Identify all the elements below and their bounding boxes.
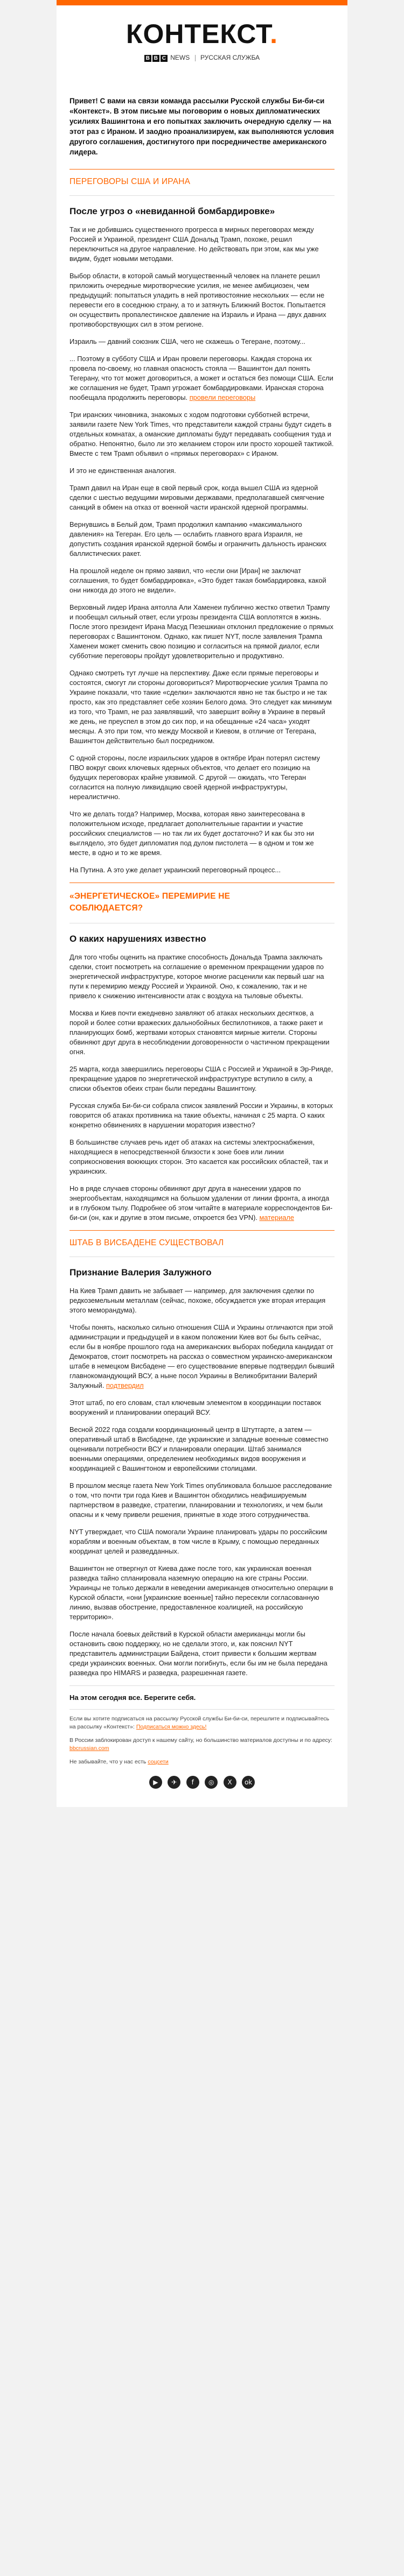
paragraph: Москва и Киев почти ежедневно заявляют об атаках нескольких десятков, а порой и более сотни вражеских дальнобойных беспилотников, а также ракет и планирующих бомб, жертвами которых становятся мирные жители. Стороны обвиняют друг друга в несоблюдении договоренности о частичном прекращении огня. bbox=[69, 1009, 330, 1056]
x-icon[interactable]: X bbox=[224, 1776, 236, 1789]
kontekst-logo[interactable]: КОНТЕКСТ. bbox=[126, 19, 278, 49]
subscribe-link[interactable]: Подписаться можно здесь! bbox=[136, 1724, 207, 1730]
paragraph: Так и не добившись существенного прогресса в мирных переговорах между Россией и Украиной, президент США Дональд Трамп, похоже, решил переключиться на другое направление. Но действовать при этом, как мы уже видим, будет новыми методами. bbox=[69, 225, 319, 263]
paragraph: 25 марта, когда завершились переговоры США с Россией и Украиной в Эр-Рияде, прекращение ударов по энергетической инфраструктуре вступило в силу, а списки объектов обеих стран были переданы Вашингтону. bbox=[69, 1065, 333, 1092]
paragraph: На Киев Трамп давить не забывает — например, для заключения сделки по редкоземельным металлам (сейчас, похоже, обсуждается уже вторая итерация этого меморандума). bbox=[69, 1287, 326, 1314]
paragraph: Вернувшись в Белый дом, Трамп продолжил кампанию «максимального давления» на Тегеран. Его цель — ослабить главного врага Израиля, не допустить создания иранской ядерной бомбы и ограничить дальность иранских баллистических ракет. bbox=[69, 520, 326, 557]
paragraph: В большинстве случаев речь идет об атаках на системы электроснабжения, находящиеся в непосредственной близости к зоне боев или линии соприкосновения воюющих сторон. Это касается как российских областей, так и украинских. bbox=[69, 1138, 329, 1175]
paragraph: В прошлом месяце газета New York Times опубликовала большое расследование о том, что почти три года Киев и Вашингтон обходились неафишируемым партнерством в разведке, стратегии, планировании и технологиях, и чем были опасны и к чему привели решения, принятые в ходе этого сотрудничества. bbox=[69, 1481, 332, 1519]
paragraph: Вашингтон не отвергнул от Киева даже после того, как украинская военная разведка тайно спланировала наземную операцию на юге страны России. Украинцы не только держали в неведении американцев относительно операции в Курской области, «они [украинские военные] тайно пересекли согласованную линию, вызвав обострение, предоставленное коалицией, на российскую территорию». bbox=[69, 1564, 333, 1621]
subscribe-note: Если вы хотите подписаться на рассылку Русской службы Би-би-си, перешлите и подписывайтесь на рассылку «Контекст»: Подписаться можно здесь! bbox=[69, 1716, 330, 1730]
blocked-note: В России заблокирован доступ к нашему сайту, но большинство материалов доступны и по адресу: bbcrussian.com bbox=[69, 1737, 332, 1752]
paragraph: Но в ряде случаев стороны обвиняют друг друга в нанесении ударов по энергообъектам, находящимся на большом удалении от линии фронта, а иногда и в глубоком тылу. Подробнее об этом читайте в материале корреспондентов Би-би-си (он, как и другие в этом письме, откроется без VPN). материале bbox=[69, 1184, 333, 1222]
paragraph: Для того чтобы оценить на практике способность Дональда Трампа заключать сделки, стоит посмотреть на соглашение о временном прекращении ударов по энергетической инфраструктуре, которое многие расценили как первый шаг на пути к перемирию между Россией и Украиной. Оно, к сожалению, так и не привело к снижению интенсивности атак с воздуха на тыловые объекты. bbox=[69, 953, 324, 1000]
paragraph: Выбор области, в которой самый могущественный человек на планете решил приложить очередные миротворческие усилия, не менее амбициозен, чем предыдущий: попытаться уладить в ней противостояние нескольких — если не перевести его в соседнюю страну, а то и затянуть Ближний Восток. Попытается он осуществить пропалестинское давление на Израиль и Ирана — двух давних противоборствующих сил в этом регионе. bbox=[69, 272, 326, 328]
email-sheet bbox=[57, 0, 347, 1807]
paragraph: ... Поэтому в субботу США и Иран провели переговоры. Каждая сторона их провела по-своему, но главная опасность стояла — Вашингтон дал понять Тегерану, что тот может договориться, а может и остаться без помощи США. Если же соглашения не будет, Трамп угрожает бомбардировками. Иранская сторона пообещала продолжить переговоры. провели переговоры bbox=[69, 355, 333, 401]
section-divider bbox=[69, 1685, 335, 1686]
youtube-icon[interactable]: ▶ bbox=[149, 1776, 162, 1789]
section-tag-wiesbaden[interactable]: ШТАБ В ВИСБАДЕНЕ СУЩЕСТВОВАЛ bbox=[69, 1238, 224, 1247]
confirmed-link[interactable]: подтвердил bbox=[106, 1381, 144, 1389]
paragraph: И это не единственная аналогия. bbox=[69, 467, 176, 475]
logo-separator bbox=[195, 55, 196, 61]
newsletter-content bbox=[57, 96, 347, 1807]
newsletter-header bbox=[57, 0, 347, 96]
section-divider bbox=[69, 195, 335, 196]
negotiations-link[interactable]: провели переговоры bbox=[189, 393, 256, 401]
socials-link[interactable]: соцсети bbox=[148, 1759, 169, 1765]
facebook-icon[interactable]: f bbox=[186, 1776, 199, 1789]
section-divider bbox=[69, 169, 335, 170]
telegram-icon[interactable]: ✈ bbox=[168, 1776, 180, 1789]
social-icons bbox=[69, 1776, 335, 1789]
material-link[interactable]: материале bbox=[259, 1213, 294, 1222]
paragraph: Три иранских чиновника, знакомых с ходом подготовки субботней встречи, заявили газете New York Times, что представители каждой страны будут сидеть в отдельных комнатах, а оманские дипломаты будут передавать сообщения туда и обратно. Непонятно, было ли это желанием сторон или просто хорошей тактикой. Вместе с тем Трамп объявил о «прямых переговорах» с Ираном. bbox=[69, 411, 334, 457]
socials-note: Не забывайте, что у нас есть соцсети bbox=[69, 1759, 169, 1765]
section-divider bbox=[69, 1709, 335, 1710]
section-tag-iran[interactable]: ПЕРЕГОВОРЫ США И ИРАНА bbox=[69, 177, 191, 186]
bbc-russian-service-logo[interactable] bbox=[57, 54, 347, 62]
paragraph: Русская служба Би-би-си собрала список заявлений России и Украины, в которых говорится об атаках противника на такие объекты, начиная с 25 марта. О каких конкретно обвинениях в нарушении моратория известно? bbox=[69, 1102, 333, 1129]
paragraph: Трамп давил на Иран еще в свой первый срок, когда вышел США из ядерной сделки с шестью ведущими мировыми державами, предполагавшей смягчение санкций в обмен на отказ от военной части иранской ядерной программы. bbox=[69, 484, 325, 511]
paragraph: Весной 2022 года создали координационный центр в Штутгарте, а затем — оперативный штаб в Висбадене, где украинские и западные военные совместно оценивали потребности ВСУ и планировали операции. Штаб занимался военными операциями, определением необходимых видов вооружения и координацией с Вашингтоном и европейскими столицами. bbox=[69, 1425, 329, 1472]
section-title-zaluzhny: Признание Валерия Залужного bbox=[69, 1267, 212, 1278]
section-title-violations: О каких нарушениях известно bbox=[69, 934, 206, 944]
bbc-logo-icon: B B C bbox=[144, 54, 169, 62]
paragraph: После начала боевых действий в Курской области американцы могли бы остановить свою поддержку, но не сделали этого, и, как пояснил NYT представитель администрации Байдена, стоит привести к большим жертвам среди украинских военных. Они могли погибнуть, если бы им не была передана разведка про HIMARS и разведка, разрешенная газете. bbox=[69, 1630, 328, 1677]
paragraph: Этот штаб, по его словам, стал ключевым элементом в координации поставок вооружений и планировании операций ВСУ. bbox=[69, 1399, 321, 1416]
paragraph: На прошлой неделе он прямо заявил, что «если они [Иран] не заключат соглашения, то будет бомбардировка», «Это будет такая бомбардировка, какой они никогда до этого не видели». bbox=[69, 567, 326, 594]
mirror-link[interactable]: bbcrussian.com bbox=[69, 1745, 109, 1752]
instagram-icon[interactable]: ◎ bbox=[205, 1776, 218, 1789]
paragraph: Однако смотреть тут лучше на перспективу. Даже если прямые переговоры и состоятся, смогут ли стороны договориться? Миротворческие усилия Трампа по Украине показали, что такие «сделки» заключаются явно не так быстро и не так просто, как это представляет себе хозяин Белого дома. Это следует как минимум из того, что Трамп, не раз заявлявший, что завершит войну в Украине в первый же день, не преуспел в этом до сих пор, и на обещанные «24 часа» уходят месяцы. А это при том, что между Москвой и Киевом, в отличие от Тегерана, Вашингтон действительно был посредником. bbox=[69, 669, 332, 745]
paragraph: Что же делать тогда? Например, Москва, которая явно заинтересована в положительном исходе, предлагает дополнительные гарантии и участие российских специалистов — но так ли их будет достаточно? И как бы это ни выглядело, это будет дипломатия под дулом пистолета — в одном и том же месте, в одно и то же время. bbox=[69, 810, 315, 857]
signoff-text: На этом сегодня все. Берегите себя. bbox=[69, 1693, 196, 1702]
paragraph: На Путина. А это уже делает украинский переговорный процесс... bbox=[69, 866, 281, 874]
section-tag-ceasefire[interactable]: «ЭНЕРГЕТИЧЕСКОЕ» ПЕРЕМИРИЕ НЕ СОБЛЮДАЕТСЯ? bbox=[69, 892, 231, 913]
paragraph: Чтобы понять, насколько сильно отношения США и Украины отличаются при этой администрации и предыдущей и в каком положении Киев вот бы быть сейчас, если бы в ноябре прошлого года на американских выборах победила кандидат от Демократов, стоит посмотреть на рассказ о совместном украинско-американском штабе в немецком Висбадене — его существование впервые подтвердил бывший главнокомандующий ВСУ, а ныне посол Украины в Великобритании Валерий Залужный. подтвердил bbox=[69, 1323, 335, 1389]
section-title-iran: После угроз о «невиданной бомбардировке» bbox=[69, 206, 275, 216]
paragraph: NYT утверждает, что США помогали Украине планировать удары по российским кораблям и военным объектам, в том числе в Крыму, с помощью переданных координат целей и разведданных. bbox=[69, 1528, 328, 1555]
intro-text: Привет! С вами на связи команда рассылки Русской службы Би-би-си «Контекст». В этом письме мы поговорим о новых дипломатических усилиях Вашингтона и его попытках заключить очередную сделку — на этот раз с Ираном. И заодно проанализируем, как выполняются условия другого соглашения, достигнутого при посредничестве американского лидера. bbox=[69, 97, 334, 156]
ok-icon[interactable]: ok bbox=[242, 1776, 255, 1789]
news-label: NEWS bbox=[170, 54, 190, 61]
section-divider bbox=[69, 1230, 335, 1231]
accent-bar bbox=[57, 0, 347, 5]
paragraph: Израиль — давний союзник США, чего не скажешь о Тегеране, поэтому... bbox=[69, 337, 305, 345]
paragraph: Верховный лидер Ирана аятолла Али Хаменеи публично жестко ответил Трампу и пообещал сильный ответ, если угрозы президента США воплотятся в жизнь. После этого президент Ирана Масуд Пезешкиан отклонил предложение о прямых переговорах с Вашингтоном. Однако, как пишет NYT, после заявления Трампа Хаменеи может сменить свою позицию и согласиться на прямой диалог, если субботние переговоры пройдут удовлетворительно и продуктивно. bbox=[69, 603, 333, 660]
paragraph: С одной стороны, после израильских ударов в октябре Иран потерял систему ПВО вокруг своих ключевых ядерных объектов, что делает его позицию на будущих переговорах крайне уязвимой. С другой — ожидать, что Тегеран согласится на полную ликвидацию своей ядерной инфраструктуры, нереалистично. bbox=[69, 754, 321, 801]
service-label: РУССКАЯ СЛУЖБА bbox=[200, 54, 260, 61]
